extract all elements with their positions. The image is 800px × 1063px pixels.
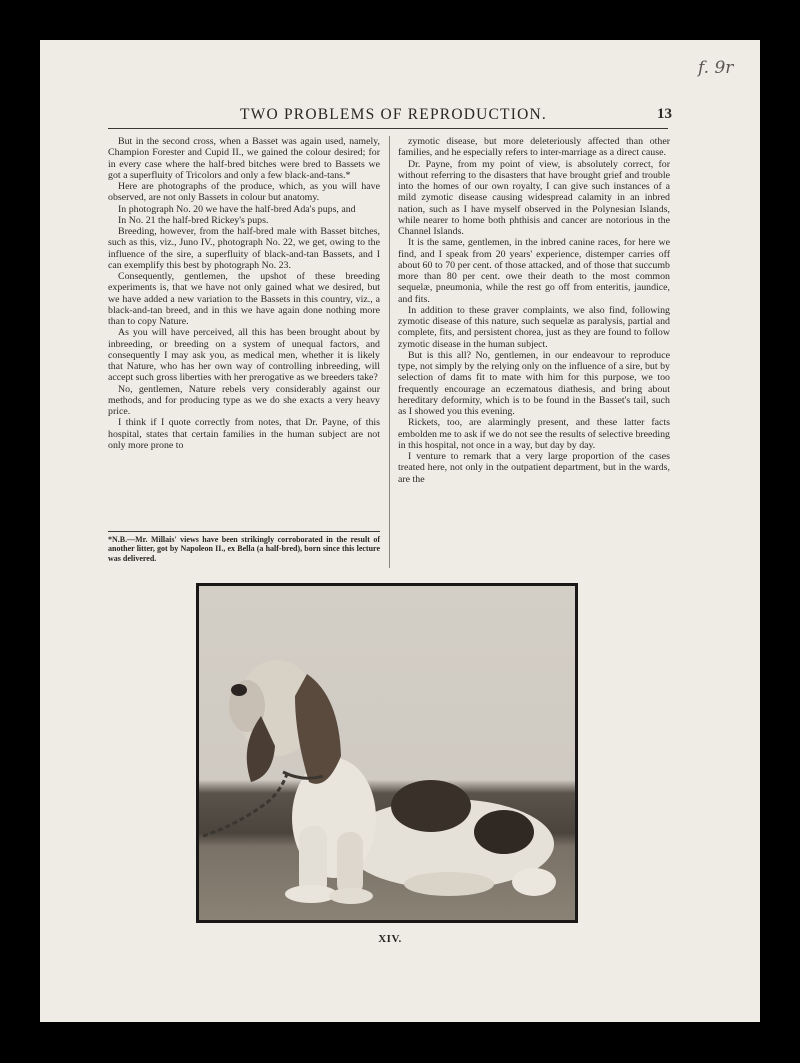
left-column <box>108 136 380 451</box>
basset-hound-illustration <box>199 586 575 920</box>
footnote-divider <box>108 531 380 532</box>
paragraph: Here are photographs of the produce, which, as you will have observed, are not only Bassets in colour but anatomy. <box>108 181 380 204</box>
footnote: *N.B.—Mr. Millais' views have been strikingly corroborated in the result of another litter, got by Napoleon II., ex Bella (a half-bred), born since this lecture was delivered. <box>108 535 380 563</box>
paragraph: I think if I quote correctly from notes, that Dr. Payne, of this hospital, states that certain families in the human subject are not only more prone to <box>108 417 380 451</box>
column-divider <box>389 136 390 568</box>
paragraph: It is the same, gentlemen, in the inbred canine races, for here we find, and I speak from 20 years' experience, distemper carries off about 60 to 70 per cent. of those attacked, and of those that succumb more than 80 per cent. owe their death to the most common sequelæ, pneumonia, while the rest go off from enteritis, jaundice, and fits. <box>398 237 670 305</box>
paragraph: But in the second cross, when a Basset was again used, namely, Champion Forester and Cupid II., we gained the colour desired; for in every case where the half-bred bitches were bred to Bassets we got a superfluity of Tricolors and only a few black-and-tans.* <box>108 136 380 181</box>
basset-hound-photograph <box>199 586 575 920</box>
right-column <box>398 136 670 485</box>
paragraph: As you will have perceived, all this has been brought about by inbreeding, or breeding on a system of unequal factors, and consequently I may ask you, as medical men, whether it is likely that Nature, who has her own way of controlling inbreeding, will accept such gross liberties with her prerogative as we breeders take? <box>108 327 380 384</box>
paragraph: No, gentlemen, Nature rebels very considerably against our methods, and for producing type as we do she exacts a very heavy price. <box>108 383 380 417</box>
document-page <box>40 40 760 1022</box>
paragraph: In photograph No. 20 we have the half-bred Ada's pups, and <box>118 203 356 215</box>
paragraph: Rickets, too, are alarmingly present, and these latter facts embolden me to ask if we do not see the results of selective breeding in this hospital, not once in a way, but day by day. <box>398 417 670 451</box>
paragraph: In No. 21 the half-bred Rickey's pups. <box>118 214 269 226</box>
handwritten-folio-note: f. 9r <box>698 58 734 78</box>
paragraph: Dr. Payne, from my point of view, is absolutely correct, for without referring to the disasters that have brought grief and trouble into the homes of our own royalty, I can give such instances of a mild zymotic disease causing widespread calamity in an inbred nation, such as I have myself observed in the Polynesian Islands, while nearer to home both phthisis and cancer are notorious in the Channel Islands. <box>398 158 670 237</box>
page-header <box>108 106 672 129</box>
paragraph: zymotic disease, but more deleteriously affected than other families, and he especially refers to inter-marriage as a direct cause. <box>398 136 670 159</box>
paragraph: I venture to remark that a very large proportion of the cases treated here, not only in the outpatient department, but in the wards, are the <box>398 451 670 485</box>
page-number: 13 <box>657 106 672 122</box>
plate-photograph-frame <box>196 583 578 923</box>
paragraph: But is this all? No, gentlemen, in our endeavour to reproduce type, not simply by the relying only on the influence of a sire, but by selection of dams fit to mate with him for this purpose, we too frequently encourage an eczematous diathesis, and bring about hereditary deformity, which is to be found in the Basset's tail, such as I showed you this evening. <box>398 349 670 417</box>
running-title: TWO PROBLEMS OF REPRODUCTION. <box>240 106 547 123</box>
paragraph: Breeding, however, from the half-bred male with Basset bitches, such as this, viz., Juno IV., photograph No. 22, we get, owing to the influence of the sire, a superfluity of black-and-tan Bassets, and I can exemplify this best by photograph No. 23. <box>108 226 380 271</box>
plate-caption: XIV. <box>378 933 402 945</box>
paragraph: In addition to these graver complaints, we also find, following zymotic disease of this nature, such sequelæ as paralysis, partial and complete, fits, and persistent chorea, just as they are found to follow zymotic disease in the human subject. <box>398 304 670 350</box>
paragraph: Consequently, gentlemen, the upshot of these breeding experiments is, that we have not only gained what we desired, but we have added a new variation to the Bassets in this country, viz., a black-and-tan breed, and in this we have again done nothing more than to copy Nature. <box>108 271 380 327</box>
